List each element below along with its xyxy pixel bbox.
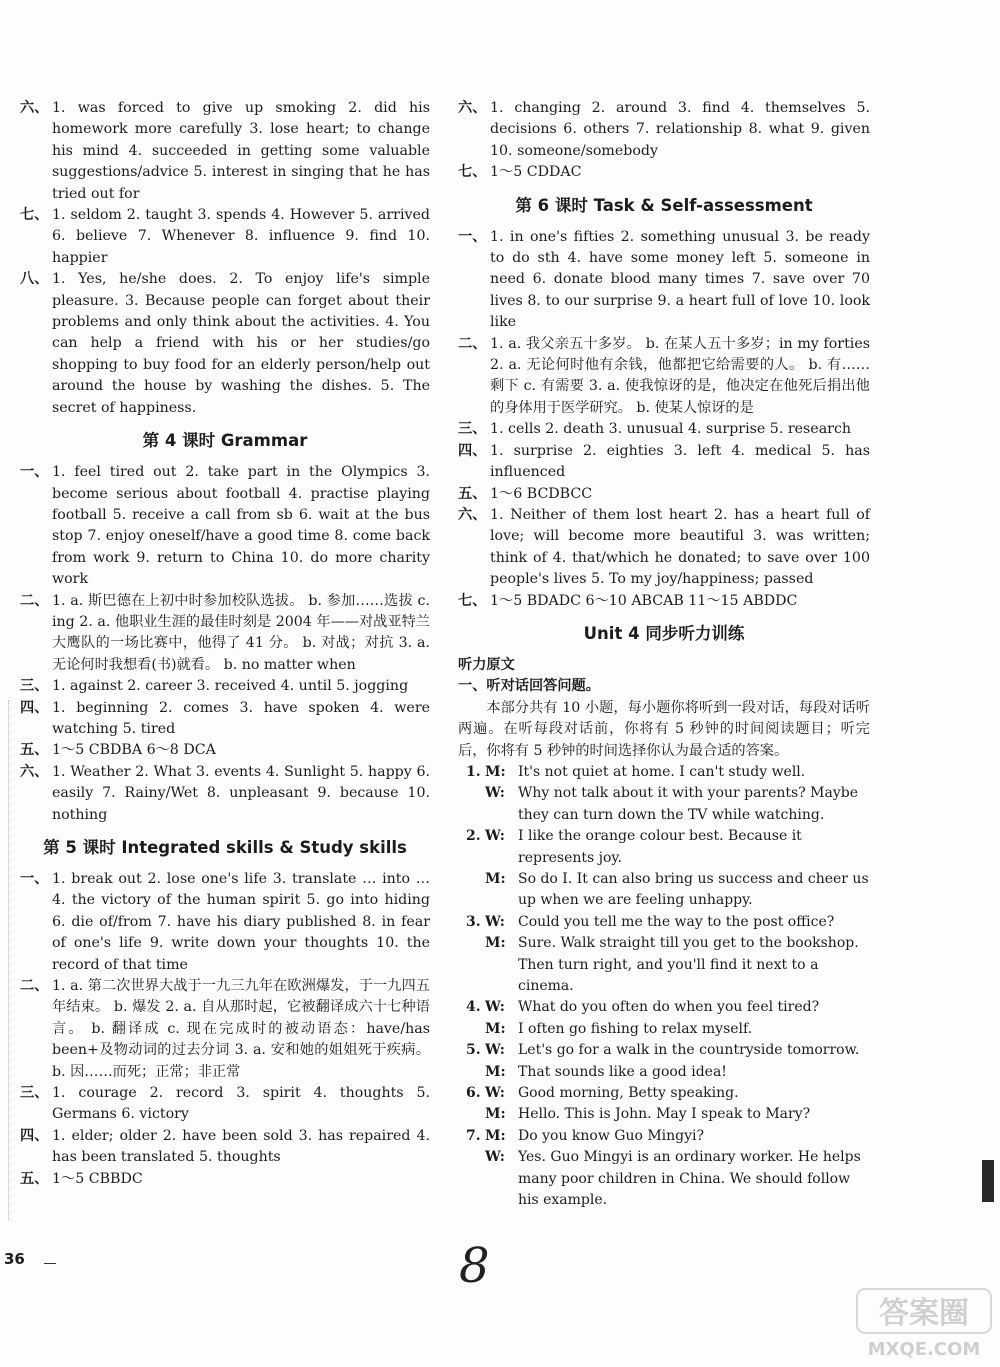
handwritten-mark: 8 [459,1238,490,1294]
unit-title: Unit 4 同步听力训练 [583,623,745,643]
item-text: 1. changing 2. around 3. find 4. themselves 5. decisions 6. others 7. relationship 8. what 9. given 10. someone/somebody [490,100,870,159]
speaker: W: [485,999,505,1016]
margin-dotted-line [8,700,9,1220]
answer-item [458,484,870,505]
line-text: Good morning, Betty speaking. [518,1085,739,1102]
edge-scan-mark [982,1160,994,1202]
page-number: 36 [4,1250,25,1268]
item-number: 四、 [20,1127,49,1144]
item-number: 五、 [20,1170,49,1187]
speaker: W: [485,785,505,802]
dialogue-line [458,1126,870,1147]
lesson4-items [20,462,430,826]
dialogue-number: 3. [466,913,481,930]
dialogue-number: 1. [466,763,481,780]
item-number: 七、 [458,592,487,609]
answer-item [20,269,430,419]
item-text: 1. against 2. career 3. received 4. until 5. jogging [52,678,409,695]
dialogue-line [458,1040,870,1061]
line-text: That sounds like a good idea! [518,1063,727,1080]
item-text: 1. elder; older 2. have been sold 3. has repaired 4. has been translated 5. thoughts [52,1127,430,1166]
watermark-text: 答案圈 [879,1296,969,1331]
item-number: 三、 [458,421,487,438]
item-text: 1. in one's fifties 2. something unusual 3. be ready to do sth 4. have some money left 5. someone in need 6. donate blood many times 7. save over 70 lives 8. to our surprise 9. a heart full of love 10. look like [490,228,870,331]
dialogue-line [458,1147,870,1211]
answer-item [458,591,870,612]
dialogue-line [458,1019,870,1040]
dialogue-line [458,869,870,912]
item-text: 1. beginning 2. comes 3. have spoken 4. were watching 5. tired [52,699,430,737]
item-number: 八、 [20,271,49,288]
watermark-url: MXQE.COM [867,1339,981,1360]
dialogue-line [458,1104,870,1125]
dialogue-line [458,997,870,1018]
item-text: 1. a. 我父亲五十多岁。 b. 在某人五十多岁；in my forties 2. a. 无论何时他有余钱，他都把它给需要的人。 b. 有……剩下 c. 有需要 3. a. 使我惊讶的是，他决定在他死后捐出他的身体用于医学研究。 b. 使某人惊讶的是 [490,335,870,416]
dialogue-line [458,933,870,997]
dialogue-line [458,826,870,869]
answer-item [20,1126,430,1169]
line-text: Let's go for a walk in the countryside tomorrow. [518,1042,860,1059]
line-text: Hello. This is John. May I speak to Mary? [518,1106,811,1123]
section-title-lesson5: 第 5 课时 Integrated skills & Study skills [43,838,407,857]
item-text: 1. Neither of them lost heart 2. has a heart full of love; will become more beautiful 3. was written; think of 4. that/which he donated; to save over 100 people's lives 5. To my joy/happiness; passed [490,506,870,588]
speaker: M: [485,1020,506,1037]
speaker: W: [485,1042,505,1059]
speaker: W: [485,913,505,930]
item-number: 六、 [458,506,487,523]
answer-item [20,1169,430,1190]
dialogue [458,912,870,998]
line-text: Yes. Guo Mingyi is an ordinary worker. He helps many poor children in China. We should follow his example. [518,1149,861,1209]
dialogue-line [458,783,870,826]
part1-label: 一、听对话回答问题。 [458,678,600,695]
item-text: 1～6 BCDBCC [490,485,593,502]
item-number: 六、 [20,763,49,780]
dialogue [458,826,870,912]
dialogue-line [458,762,870,783]
speaker: M: [485,1127,506,1144]
answer-item [458,441,870,484]
item-text: 1. was forced to give up smoking 2. did his homework more carefully 3. lose heart; to change his mind 4. succeeded in getting some valuable suggestions/advice 5. interest in singing that he has tried out for [52,100,430,202]
answer-item [458,162,870,183]
answer-item [458,227,870,334]
lesson5-items [20,869,430,1190]
line-text: Sure. Walk straight till you get to the bookshop. Then turn right, and you'll find it next to a cinema. [518,935,859,995]
item-text: 1～5 CDDAC [490,164,582,181]
answer-item [20,98,430,205]
line-text: It's not quiet at home. I can't study well. [518,763,806,780]
dialogue-line [458,1062,870,1083]
item-number: 二、 [20,978,49,995]
speaker: M: [485,935,506,952]
answer-item [20,740,430,761]
answer-item [20,591,430,677]
item-text: 1. courage 2. record 3. spirit 4. thoughts 5. Germans 6. victory [52,1085,430,1123]
item-number: 四、 [20,699,49,716]
line-text: So do I. It can also bring us success and cheer us up when we are feeling unhappy. [518,871,869,909]
dialogue-line [458,912,870,933]
listening-label: 听力原文 [458,656,515,673]
answer-item [458,98,870,162]
part1-intro: 本部分共有 10 小题，每小题你将听到一段对话，每段对话听两遍。在听每段对话前，你将有 5 秒钟的时间阅读题目；听完后，你将有 5 秒钟的时间选择你认为最合适的答案。 [458,699,870,759]
page-number-dash [44,1263,56,1264]
dialogue-number: 6. [466,1085,481,1102]
item-number: 二、 [458,335,487,352]
item-number: 一、 [458,228,487,245]
speaker: M: [485,871,506,887]
item-text: 1. break out 2. lose one's life 3. translate … into … 4. the victory of the human spirit 5. go into hiding 6. die of/from 7. have his diary published 8. in fear of one's life 9. write down your thoughts 10. the record of that time [52,871,430,973]
speaker: M: [485,1063,506,1080]
item-text: 1. Yes, he/she does. 2. To enjoy life's simple pleasure. 3. Because people can forget about their problems and only think about the activities. 4. You can help a friend with his or her studies/go shopping to buy food for an elderly person/help out around the house by washing the dishes. 5. The secret of happiness. [52,271,430,416]
answer-item [20,462,430,590]
left-column [20,98,430,1190]
dialogue-list [458,762,870,1212]
item-number: 二、 [20,592,49,609]
dialogue [458,997,870,1040]
answer-item [20,205,430,269]
line-text: I often go fishing to relax myself. [518,1020,753,1037]
dialogue-number: 7. [466,1127,481,1144]
answer-item [458,505,870,591]
speaker: M: [485,763,506,780]
item-text: 1～5 CBDBA 6～8 DCA [52,742,216,759]
item-text: 1. Weather 2. What 3. events 4. Sunlight 5. happy 6. easily 7. Rainy/Wet 8. unpleasant 9. because 10. nothing [52,763,430,823]
line-text: Why not talk about it with your parents? Maybe they can turn down the TV while watching. [518,785,859,823]
answer-item [20,762,430,826]
item-text: 1. a. 第二次世界大战于一九三九年在欧洲爆发，于一九四五年结束。 b. 爆发 2. a. 自从那时起，它被翻译成六十七种语言。 b. 翻译成 c. 现在完成时的被动语态：have/has been+及物动词的过去分词 3. a. 安和她的姐姐死于疾病。 b. 因……而死；正常；非正常 [52,978,430,1080]
line-text: Do you know Guo Mingyi? [518,1127,705,1144]
item-text: 1～5 BDADC 6～10 ABCAB 11～15 ABDDC [490,592,798,609]
dialogue [458,1040,870,1083]
section-title-lesson4: 第 4 课时 Grammar [142,431,308,451]
answer-item [458,419,870,440]
dialogue-number: 2. [466,828,481,845]
item-number: 七、 [20,207,49,224]
line-text: Could you tell me the way to the post office? [518,913,835,930]
item-text: 1. cells 2. death 3. unusual 4. surprise 5. research [490,421,852,438]
item-number: 五、 [458,485,487,502]
watermark-logo [855,1285,993,1360]
speaker: W: [485,1085,505,1102]
line-text: I like the orange colour best. Because it represents joy. [518,828,802,866]
item-number: 三、 [20,678,49,695]
speaker: W: [485,828,505,845]
item-number: 六、 [458,100,487,116]
item-text: 1. feel tired out 2. take part in the Olympics 3. become serious about football 4. practise playing football 5. receive a call from sb 6. wait at the bus stop 7. enjoy oneself/have a good time 8. come back from work 9. return to China 10. do more charity work [52,464,430,588]
lesson6-items [458,227,870,612]
item-text: 1. seldom 2. taught 3. spends 4. However 5. arrived 6. believe 7. Whenever 8. influence 9. find 10. happier [52,207,430,266]
answer-item [20,869,430,976]
item-number: 一、 [20,464,49,481]
dialogue-line [458,1083,870,1104]
section-title-lesson6: 第 6 课时 Task & Self-assessment [515,195,813,215]
dialogue-number: 4. [466,999,481,1016]
right-column [458,98,870,1212]
dialogue [458,1126,870,1212]
dialogue [458,762,870,826]
item-number: 五、 [20,742,49,759]
dialogue [458,1083,870,1126]
item-number: 六、 [20,100,49,116]
item-number: 七、 [458,164,487,181]
item-number: 三、 [20,1085,49,1102]
answer-item [20,1083,430,1126]
item-text: 1. a. 斯巴德在上初中时参加校队选拔。 b. 参加……选拔 c. ing 2. a. 他职业生涯的最佳时刻是 2004 年——对战亚特兰大鹰队的一场比赛中，他得了 41 分。 b. 对战；对抗 3. a. 无论何时我想看(书)就看。 b. no matter when [52,592,430,673]
speaker: M: [485,1106,506,1123]
line-text: What do you often do when you feel tired? [518,999,820,1016]
left-top-items [20,98,430,419]
dialogue-number: 5. [466,1042,481,1059]
speaker: W: [485,1149,505,1166]
item-text: 1. surprise 2. eighties 3. left 4. medical 5. has influenced [490,442,870,481]
answer-item [458,334,870,420]
item-number: 四、 [458,442,487,459]
answer-item [20,698,430,741]
item-text: 1～5 CBBDC [52,1170,143,1187]
right-top-items [458,98,870,184]
answer-item [20,676,430,697]
answer-item [20,976,430,1083]
item-number: 一、 [20,871,49,887]
